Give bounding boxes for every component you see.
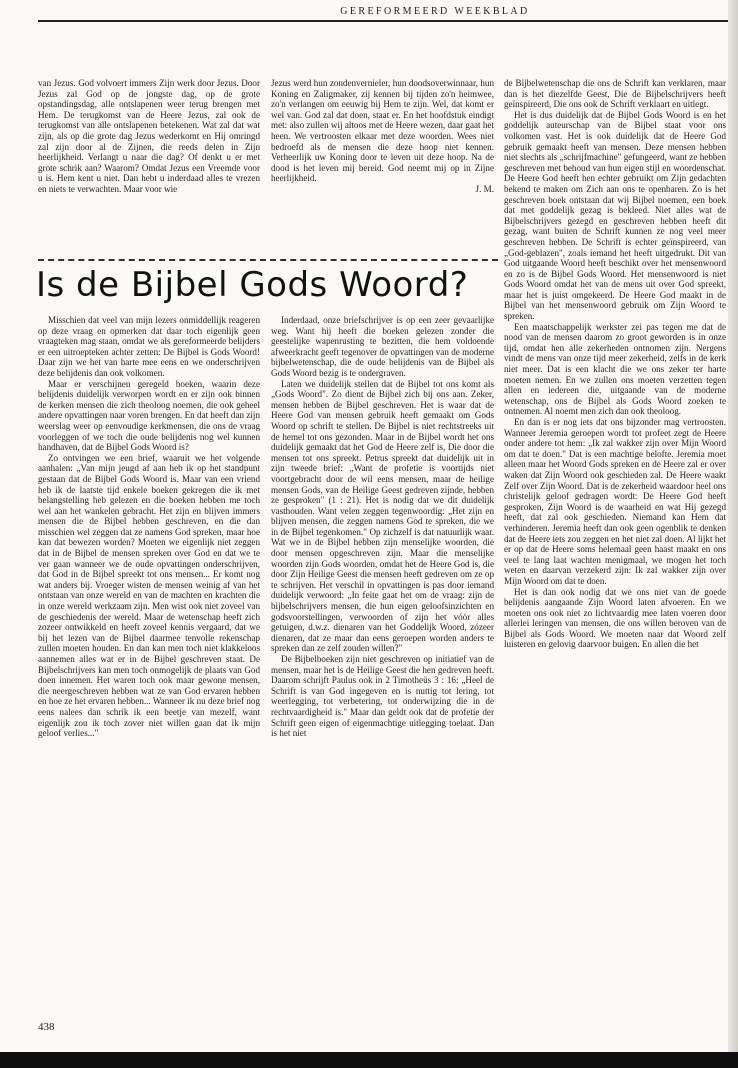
- article-title: Is de Bijbel Gods Woord?: [36, 265, 469, 305]
- paragraph: En dan is er nog iets dat ons bijzonder mag vertroosten. Wanneer Jeremia geroepen wordt tot profeet zegt de Heere onder andere tot hem: „Ik zal wakker zijn over Mijn Woord om dat te doen." Dat is een machtige belofte. Jeremia moet alleen maar het Woord Gods spreken en de Heere zal er over waken dat Zijn Woord ook geschieden zal. De Heere waakt Zelf over Zijn Woord. Dat is de zekerheid waardoor heel ons christelijk geloof gedragen wordt: De Heere God heeft gesproken, Zijn Woord is de waarheid en wat Hij gezegd heeft, dat zal ook geschieden. Niemand kan Hem dat verhinderen. Jeremia heeft dan ook geen ogenblik te denken dat de Heere iets zou zeggen en het niet zal doen. Al lijkt het er op dat de Heere soms helemaal geen haast maakt en ons veel te lang laat wachten menigmaal, we mogen het toch weten en daarvan verzekerd zijn: Ik zal wakker zijn over Mijn Woord om dat te doen.: [504, 417, 726, 586]
- running-head: GEREFORMEERD WEEKBLAD: [340, 6, 530, 17]
- paragraph: Laten we duidelijk stellen dat de Bijbel tot ons komt als „Gods Woord". Zo dient de Bijbel zich bij ons aan. Zeker, mensen hebben de Bijbel geschreven. Het is waar dat de Heere God van mensen gebruik heeft gemaakt om Gods Woord op schrift te stellen. De Bijbel is niet rechtstreeks uit de hemel tot ons gezonden. Maar in de Bijbel wordt het ons duidelijk gemaakt dat het God de Heere zelf is, Die door die mensen tot ons spreekt. Petrus spreekt dat duidelijk uit in zijn tweede brief: „Want de profetie is voortijds niet voortgebracht door de wil eens mensen, maar de heilige mensen Gods, van de Heilige Geest gedreven zijnde, hebben ze gesproken" (1 : 21). Het is nodig dat we dit duidelijk vasthouden. Want velen zeggen tegenwoordig: „Het zijn en blijven mensen, die zeggen namens God te spreken, die we in de Bijbel tegenkomen." Op zichzelf is dat natuurlijk waar. Wat we in de Bijbel hebben zijn menselijke woorden, die door mensen opgeschreven zijn. Maar die menselijke woorden zijn Gods woorden, omdat het de Heere God is, die door Zijn Heilige Geest die mensen heeft gedreven om ze op te schrijven. Het verschil in opvattingen is pas door iemand duidelijk verwoord: „In feite gaat het om de vraag: zijn de bijbelschrijvers mensen, die hun eigen geloofsinzichten en godsvoorstellingen, verwoorden of zijn het vóór alles getuigen, d.w.z. dienaren van het Goddelijk Woord, zózeer dienaren, dat ze maar dan eens geroepen worden anders te spreken dan ze zelf zouden willen?": [271, 378, 494, 654]
- paragraph: Een maatschappelijk werkster zei pas tegen me dat de nood van de mensen daarom zo groot geworden is in onze tijd, omdat hen alle zekerheden ontnomen zijn. Nergens vindt de mens van onze tijd meer zekerheid, zelfs in de kerk niet meer. Dat is een klacht die we ons zeker ter harte moeten nemen. En we zullen ons moeten verzetten tegen allen en iedereen die, uitgaande van de moderne wetenschap, ons de Bijbel als Gods Woord zoeken te ontnemen. Al noemt men zich dan ook theoloog.: [504, 321, 726, 417]
- dashed-separator: [38, 259, 498, 261]
- article-column-1: [38, 315, 260, 1005]
- page-number: 438: [38, 1021, 55, 1033]
- author-signature: J. M.: [475, 183, 494, 194]
- top-article-column-1: [38, 78, 260, 254]
- paragraph: Zo ontvingen we een brief, waaruit we het volgende aanhalen: „Van mijn jeugd af aan heb ik op het standpunt gestaan dat de Bijbel Gods Woord is. Maar van een vriend heb ik de laatste tijd enkele boeken gekregen die ik met belangstelling heb gelezen en die boeken hebben me toch wel aan het wankelen gebracht. Het zijn en blijven immers mensen die de Bijbel hebben geschreven, en die dan misschien wel zeggen dat ze namens God spreken, maar hoe kan dat bewezen worden? Moeten we eigenlijk niet zeggen dat in de Bijbel de mensen spreken over God en dat we te ver gaan wanneer we de oude opvattingen onderschrijven, dat God in de Bijbel spreekt tot ons mensen... Er komt nog wat anders bij. Vroeger wisten de mensen weinig af van het ontstaan van onze wereld en van de machten en krachten die in onze wereld werkzaam zijn. Men wist ook niet zoveel van de geschiedenis der wereld. Maar de wetenschap heeft zich zozeer ontwikkeld en heeft zoveel kennis vergaard, dat we bij het lezen van de Bijbel daarmee tenvolle rekenschap zullen moeten houden. En dan kan men toch niet klakkeloos aannemen alles wat er in de Bijbel geschreven staat. De Bijbelschrijvers kan men toch onmogelijk de plaats van God doen innemen. Het waren toch ook maar gewone mensen, die neergeschreven hebben wat ze van God ervaren hebben en hoe ze het ervaren hebben... Wanneer ik nu deze brief nog eens nalees dan schrik ik een beetje van mezelf, want eigenlijk zou ik toch zover niet willen gaan dat ik mijn geloof verlies...": [38, 452, 260, 739]
- paragraph: Maar er verschijnen geregeld boeken, waarin deze belijdenis duidelijk verworpen wordt en er zijn ook binnen de kerken mensen die zich theoloog noemen, die ook geheel andere opvattingen naar voren brengen. En dat heeft dan zijn weerslag weer op eenvoudige kerkmensen, die ons de vraag voorleggen of we toch die oude belijdenis nog wel kunnen handhaven, dat de Bijbel Gods Woord is?: [38, 378, 260, 453]
- paragraph: de Bijbelwetenschap die ons de Schrift kan verklaren, maar dan is het diezelfde Geest, Die de Bijbelschrijvers heeft geïnspireerd, Die ons ook de Schrift verklaart en uitlegt.: [504, 78, 726, 110]
- article-column-3: [504, 78, 726, 1008]
- paragraph: van Jezus. God volvoert immers Zijn werk door Jezus. Door Jezus zal God op de jongste dag, op de grote opstandingsdag, alle ontslapenen weer terug brengen met Hem. De terugkomst van de Heere Jezus, zal ook de terugkomst van alle ontslapenen betekenen. Wat zal dat wat zijn, als op die grote dag Jezus wederkomt en Hij omringd zal zijn door al de Zijnen, die reeds delen in Zijn heerlijkheid. Verlangt u naar die dag? Of denkt u er met grote schrik aan? Waarom? Omdat Jezus een Vreemde voor u is. Hem kent u niet. Dan hebt u inderdaad alles te vrezen en niets te verwachten. Maar voor wie: [38, 78, 260, 194]
- paragraph: Het is dan ook nodig dat we ons niet van de goede belijdenis aangaande Zijn Woord laten afvoeren. En we moeten ons ook niet zo lichtvaardig mee laten voeren door allerlei leringen van mensen, die ons willen beroven van de Bijbel als Gods Woord. We moeten naar dat Woord zelf luisteren en gelovig daarvoor buigen. En allen die het: [504, 586, 726, 650]
- scan-bottom-border: [0, 1052, 738, 1068]
- top-article-column-2: [271, 78, 494, 254]
- paragraph: De Bijbelboeken zijn niet geschreven op initiatief van de mensen, maar het is de Heilige Geest die hen gedreven heeft. Daarom schrijft Paulus ook in 2 Timotheüs 3 : 16: „Heel de Schrift is van God ingegeven en is nuttig tot lering, tot weerlegging, tot verbetering, tot onderwijzing die in de rechtvaardigheid is." Maar dan geldt ook dat de profetie der Schrift geen eigen of eigenmachtige uitlegging toelaat. Dan is het niet: [271, 654, 494, 739]
- article-column-2: [271, 315, 494, 1005]
- paragraph: Het is dus duidelijk dat de Bijbel Gods Woord is en het goddelijk auteurschap van de Bijbel staat voor ons volkomen vast. Het is ook duidelijk dat de Heere God gebruik gemaakt heeft van mensen. Deze mensen hebben niet slechts als „schrijfmachine" gefungeerd, want ze hebben geschreven met behoud van hun eigen stijl en woordenschat. De Heere God heeft hen echter gebruikt om Zijn gedachten bekend te maken om Zich aan ons te openbaren. Zo is het geschreven boek ontstaan dat wij Bijbel noemen, een boek dat met goddelijk gezag is bekleed. Niet alles wat de Bijbelschrijvers gezegd en geschreven hebben heeft dit gezag, want buiten de Schrift kunnen ze nog veel meer geschreven hebben. De Schrift is echter geïnspireerd, van „God-geblazen", zoals iemand het heeft uitgedrukt. Dit van God uitgaande Woord heeft beschikt over het mensenwoord en zo is de Bijbel Gods Woord. Het mensenwoord is niet Gods Woord omdat het van de mens uit over God spreekt, maar het is juist omgekeerd. De Heere God maakt in de Bijbel van het mensenwoord gebruik om Zijn Woord te spreken.: [504, 109, 726, 322]
- paragraph: Misschien dat veel van mijn lezers onmiddellijk reageren op deze vraag en opmerken dat daar toch eigenlijk geen vraagteken mag staan, omdat we als gereformeerde belijders er een uitroepteken achter zetten: De Bijbel is Gods Woord! Daar zijn we het van harte mee eens en we onderschrijven deze belijdenis dan ook volkomen.: [38, 315, 260, 378]
- page-edge-shadow: [728, 0, 738, 1052]
- paragraph: Jezus werd hun zondenvernieler, hun doodsoverwinnaar, hun Koning en Zaligmaker, zij kennen bij tijden zo'n heimwee, zo'n verlangen om eeuwig bij Hem te zijn. Wel, dat komt er wel van. God zal dat doen, staat er. En het hoofdstuk eindigt met: also zullen wij altoos met de Heere wezen, daar gaat het heen. We vertroosten elkaar met deze woorden. Wees niet bedroefd als de mensen die deze hoop niet kennen. Verheerlijk uw Koning door te leven uit deze hoop. Na de dood is het leven mij bereid. God neemt mij op in Zijne heerlijkheid.: [271, 78, 494, 184]
- paragraph: Inderdaad, onze briefschrijver is op een zeer gevaarlijke weg. Want hij heeft die boeken gelezen zonder die geestelijke wapenrusting te bezitten, die hem voldoende afweerkracht geeft tegenover de opvattingen van de moderne bijbelwetenschap, die de oude belijdenis van de Bijbel als Gods Woord bezig is te ondergraven.: [271, 315, 494, 378]
- header-rule: [38, 20, 728, 22]
